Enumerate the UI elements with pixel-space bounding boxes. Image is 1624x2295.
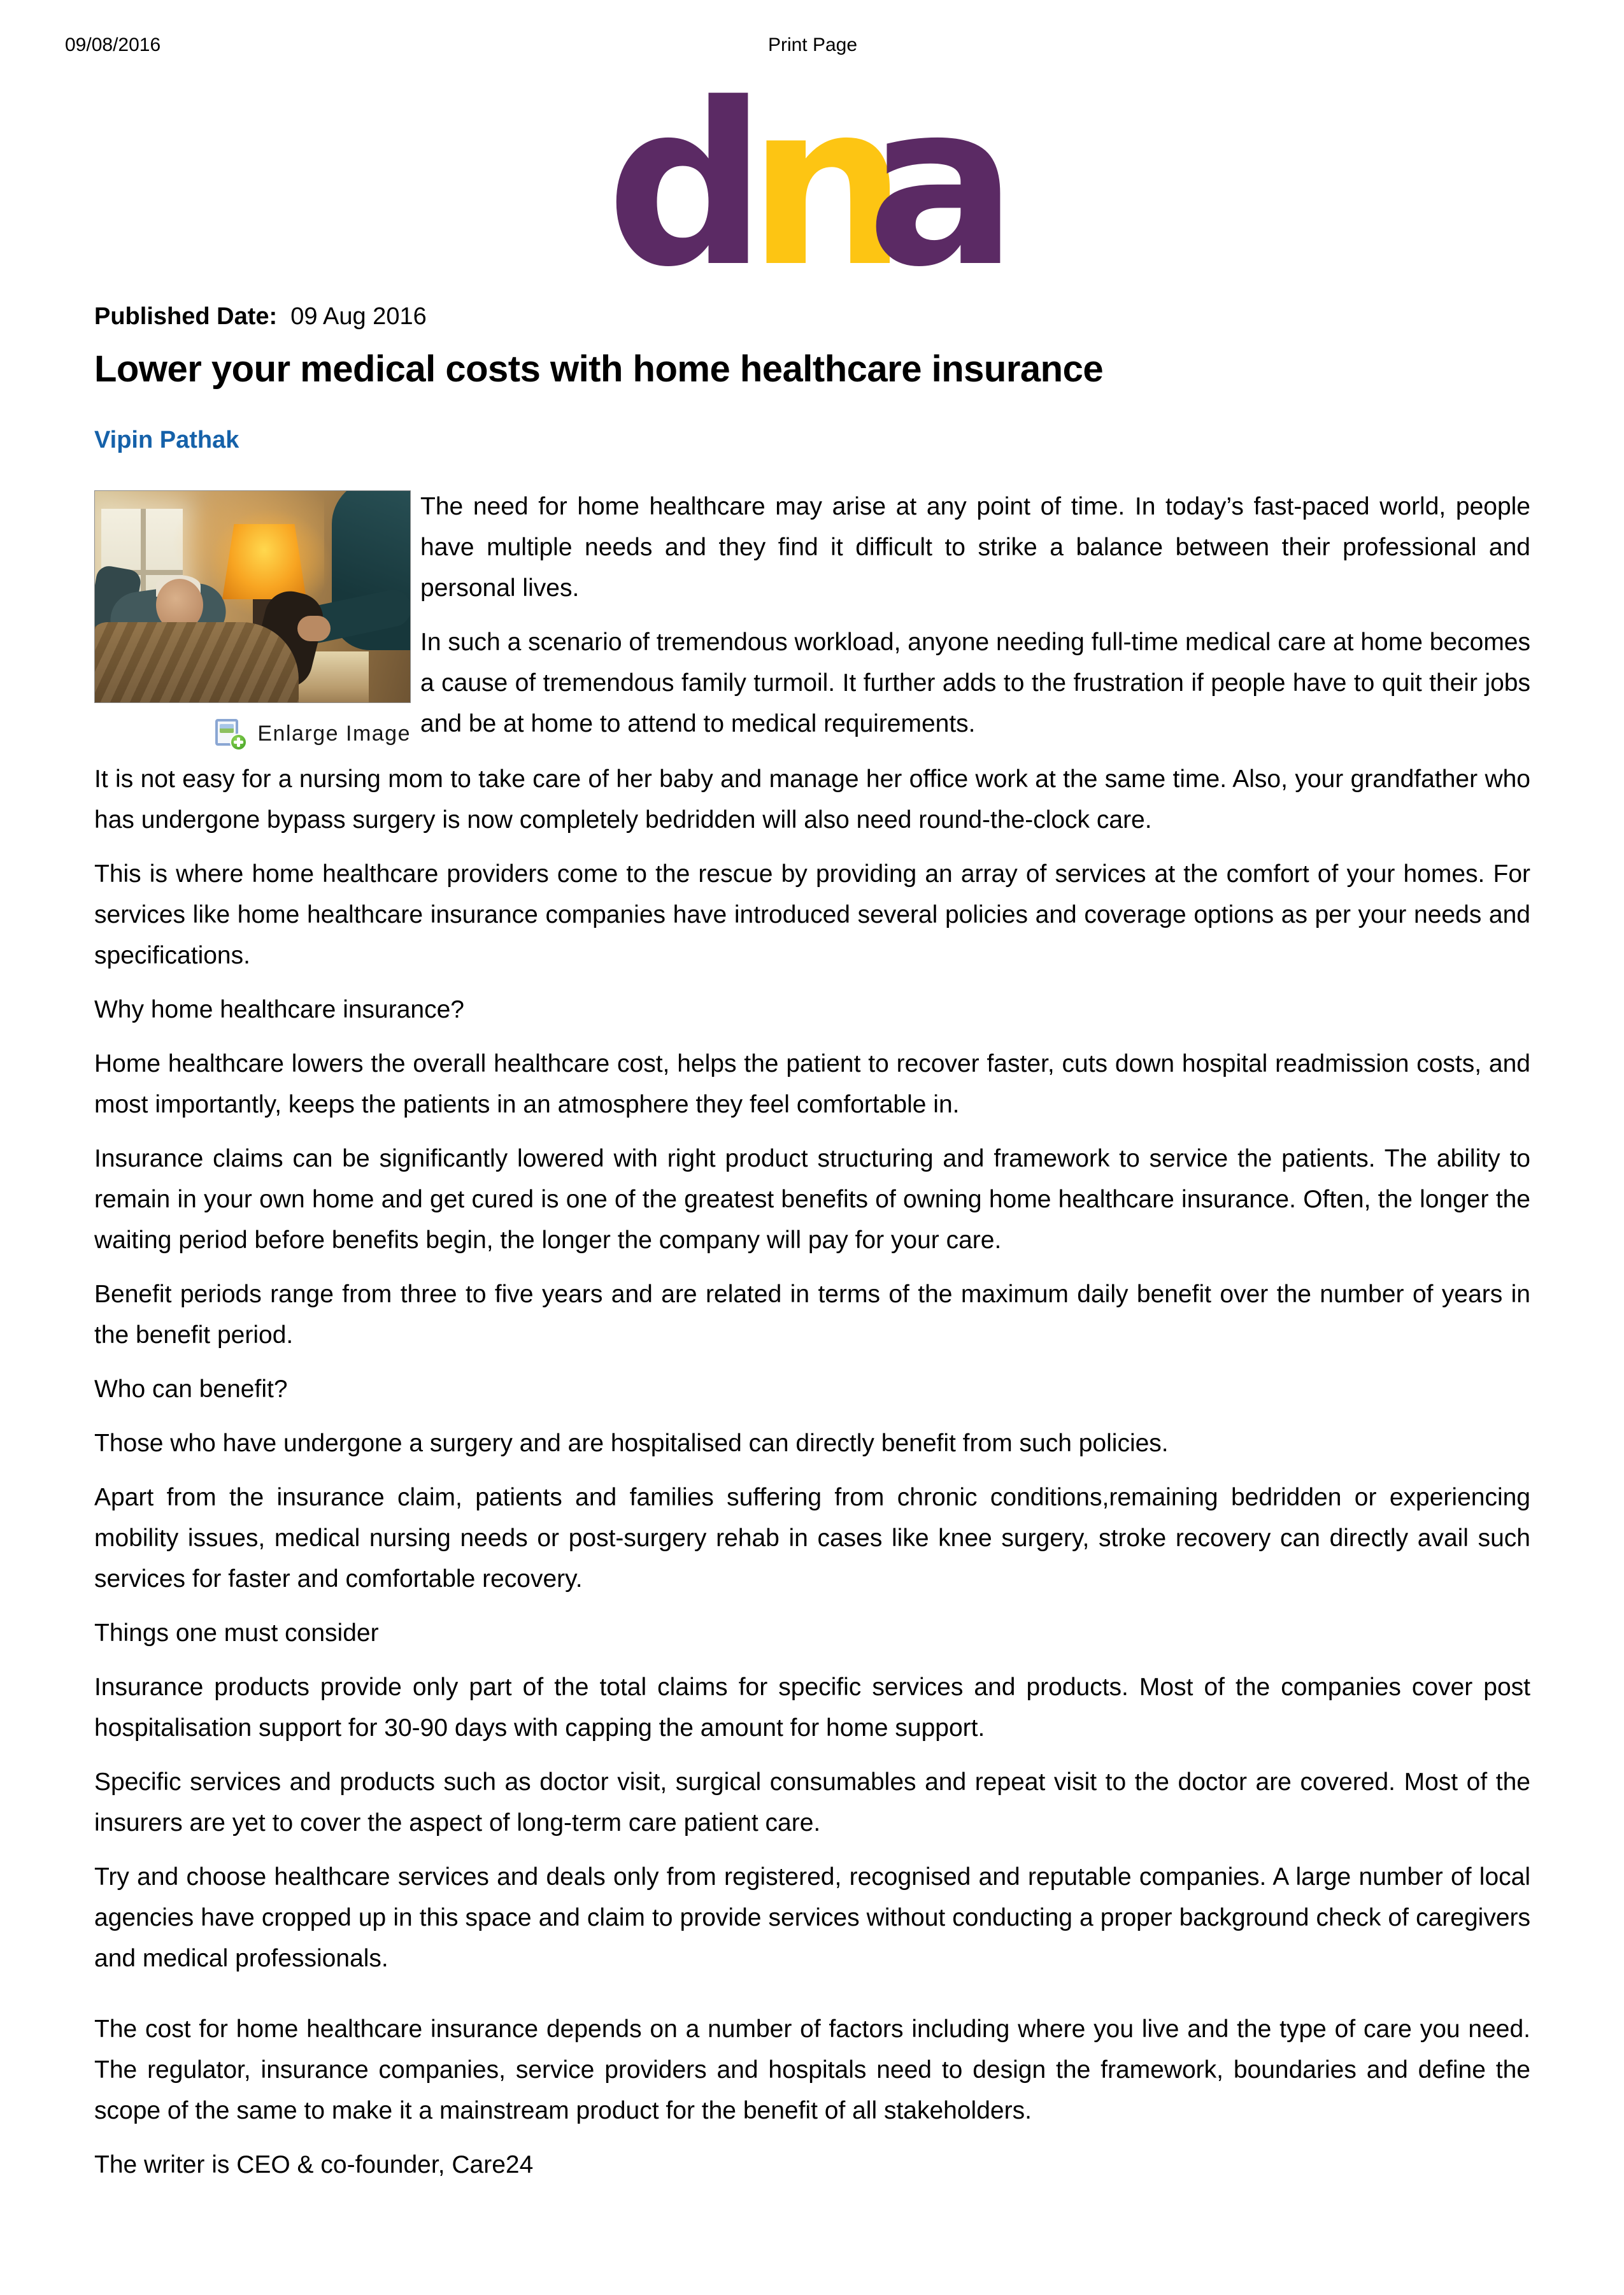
article-paragraph: The writer is CEO & co-founder, Care24: [94, 2151, 534, 2178]
article-paragraph: The cost for home healthcare insurance depends on a number of factors including where you live and the type of care you need. The regulator, insurance companies, service providers and hospitals need to design the framework, boundaries and define the scope of the same to make it a mainstream product for the benefit of all stakeholders.: [94, 2015, 1530, 2124]
article-paragraph: It is not easy for a nursing mom to take care of her baby and manage her office work at the same time. Also, your grandfather who has undergone bypass surgery is now completely bedridden will also need round-the-clock care.: [94, 765, 1530, 834]
article-paragraph: Insurance claims can be significantly lowered with right product structuring and framework to service the patients. The ability to remain in your own home and get cured is one of the greatest benefits of owning home healthcare insurance. Often, the longer the waiting period before benefits begin, the longer the company will pay for your care.: [94, 1145, 1530, 1254]
article-paragraph: This is where home healthcare providers come to the rescue by providing an array of services at the comfort of your homes. For services like home healthcare insurance companies have introduced several policies and coverage options as per your needs and specifications.: [94, 860, 1530, 969]
section-heading: Why home healthcare insurance?: [94, 996, 464, 1023]
article-body: [94, 487, 1530, 2185]
enlarge-image-link[interactable]: [94, 717, 411, 750]
dna-logo-letter-a: a: [866, 55, 1018, 316]
dna-logo-letter-d: d: [606, 55, 767, 316]
article-image-figure: [94, 490, 411, 750]
article-paragraph: Those who have undergone a surgery and are hospitalised can directly benefit from such policies.: [94, 1430, 1169, 1457]
section-heading: Who can benefit?: [94, 1375, 288, 1403]
photo-blanket: [94, 622, 299, 703]
article-paragraph: Home healthcare lowers the overall healthcare cost, helps the patient to recover faster, cuts down hospital readmission costs, and most importantly, keeps the patients in an atmosphere they feel comfortable in.: [94, 1050, 1530, 1118]
article-paragraph: Specific services and products such as doctor visit, surgical consumables and repeat visit to the doctor are covered. Most of the insurers are yet to cover the aspect of long-term care patient care.: [94, 1768, 1530, 1837]
enlarge-image-icon[interactable]: [215, 718, 245, 750]
article-photo: [94, 490, 411, 703]
article-paragraph: Try and choose healthcare services and deals only from registered, recognised and reputable companies. A large number of local agencies have cropped up in this space and claim to provide services without conducting a proper background check of caregivers and medical professionals.: [94, 1863, 1530, 1972]
photo-lamp-shade: [222, 524, 306, 599]
author-byline: Vipin Pathak: [94, 427, 239, 453]
enlarge-image-label[interactable]: Enlarge Image: [257, 721, 411, 746]
dna-logo: [0, 55, 1624, 316]
section-heading: Things one must consider: [94, 1619, 379, 1647]
article-paragraph: The need for home healthcare may arise at any point of time. In today’s fast-paced world, people have multiple needs and they find it difficult to strike a balance between their professional and personal lives.: [420, 493, 1530, 602]
article-paragraph: In such a scenario of tremendous workload, anyone needing full-time medical care at home becomes a cause of tremendous family turmoil. It further adds to the frustration if people have to quit their jobs and be at home to attend to medical requirements.: [420, 629, 1530, 737]
dna-logo-letter-n: n: [747, 55, 908, 316]
published-date-label: Published Date:: [94, 303, 278, 330]
article-paragraph: Apart from the insurance claim, patients and families suffering from chronic conditions,remaining bedridden or experiencing mobility issues, medical nursing needs or post-surgery rehab in cases like knee surgery, stroke recovery can directly avail such services for faster and comfortable recovery.: [94, 1484, 1530, 1593]
article-headline: Lower your medical costs with home healthcare insurance: [94, 348, 1104, 390]
photo-caregiver-hand: [297, 616, 331, 641]
print-date: 09/08/2016: [65, 34, 161, 55]
article-paragraph: Insurance products provide only part of the total claims for specific services and products. Most of the companies cover post hospitalisation support for 30-90 days with capping the amount for home support.: [94, 1673, 1530, 1742]
print-page-title: Print Page: [767, 34, 858, 55]
published-date-value: 09 Aug 2016: [290, 303, 427, 330]
article-paragraph: Benefit periods range from three to five years and are related in terms of the maximum daily benefit over the number of years in the benefit period.: [94, 1281, 1530, 1349]
print-header: [0, 0, 1624, 61]
